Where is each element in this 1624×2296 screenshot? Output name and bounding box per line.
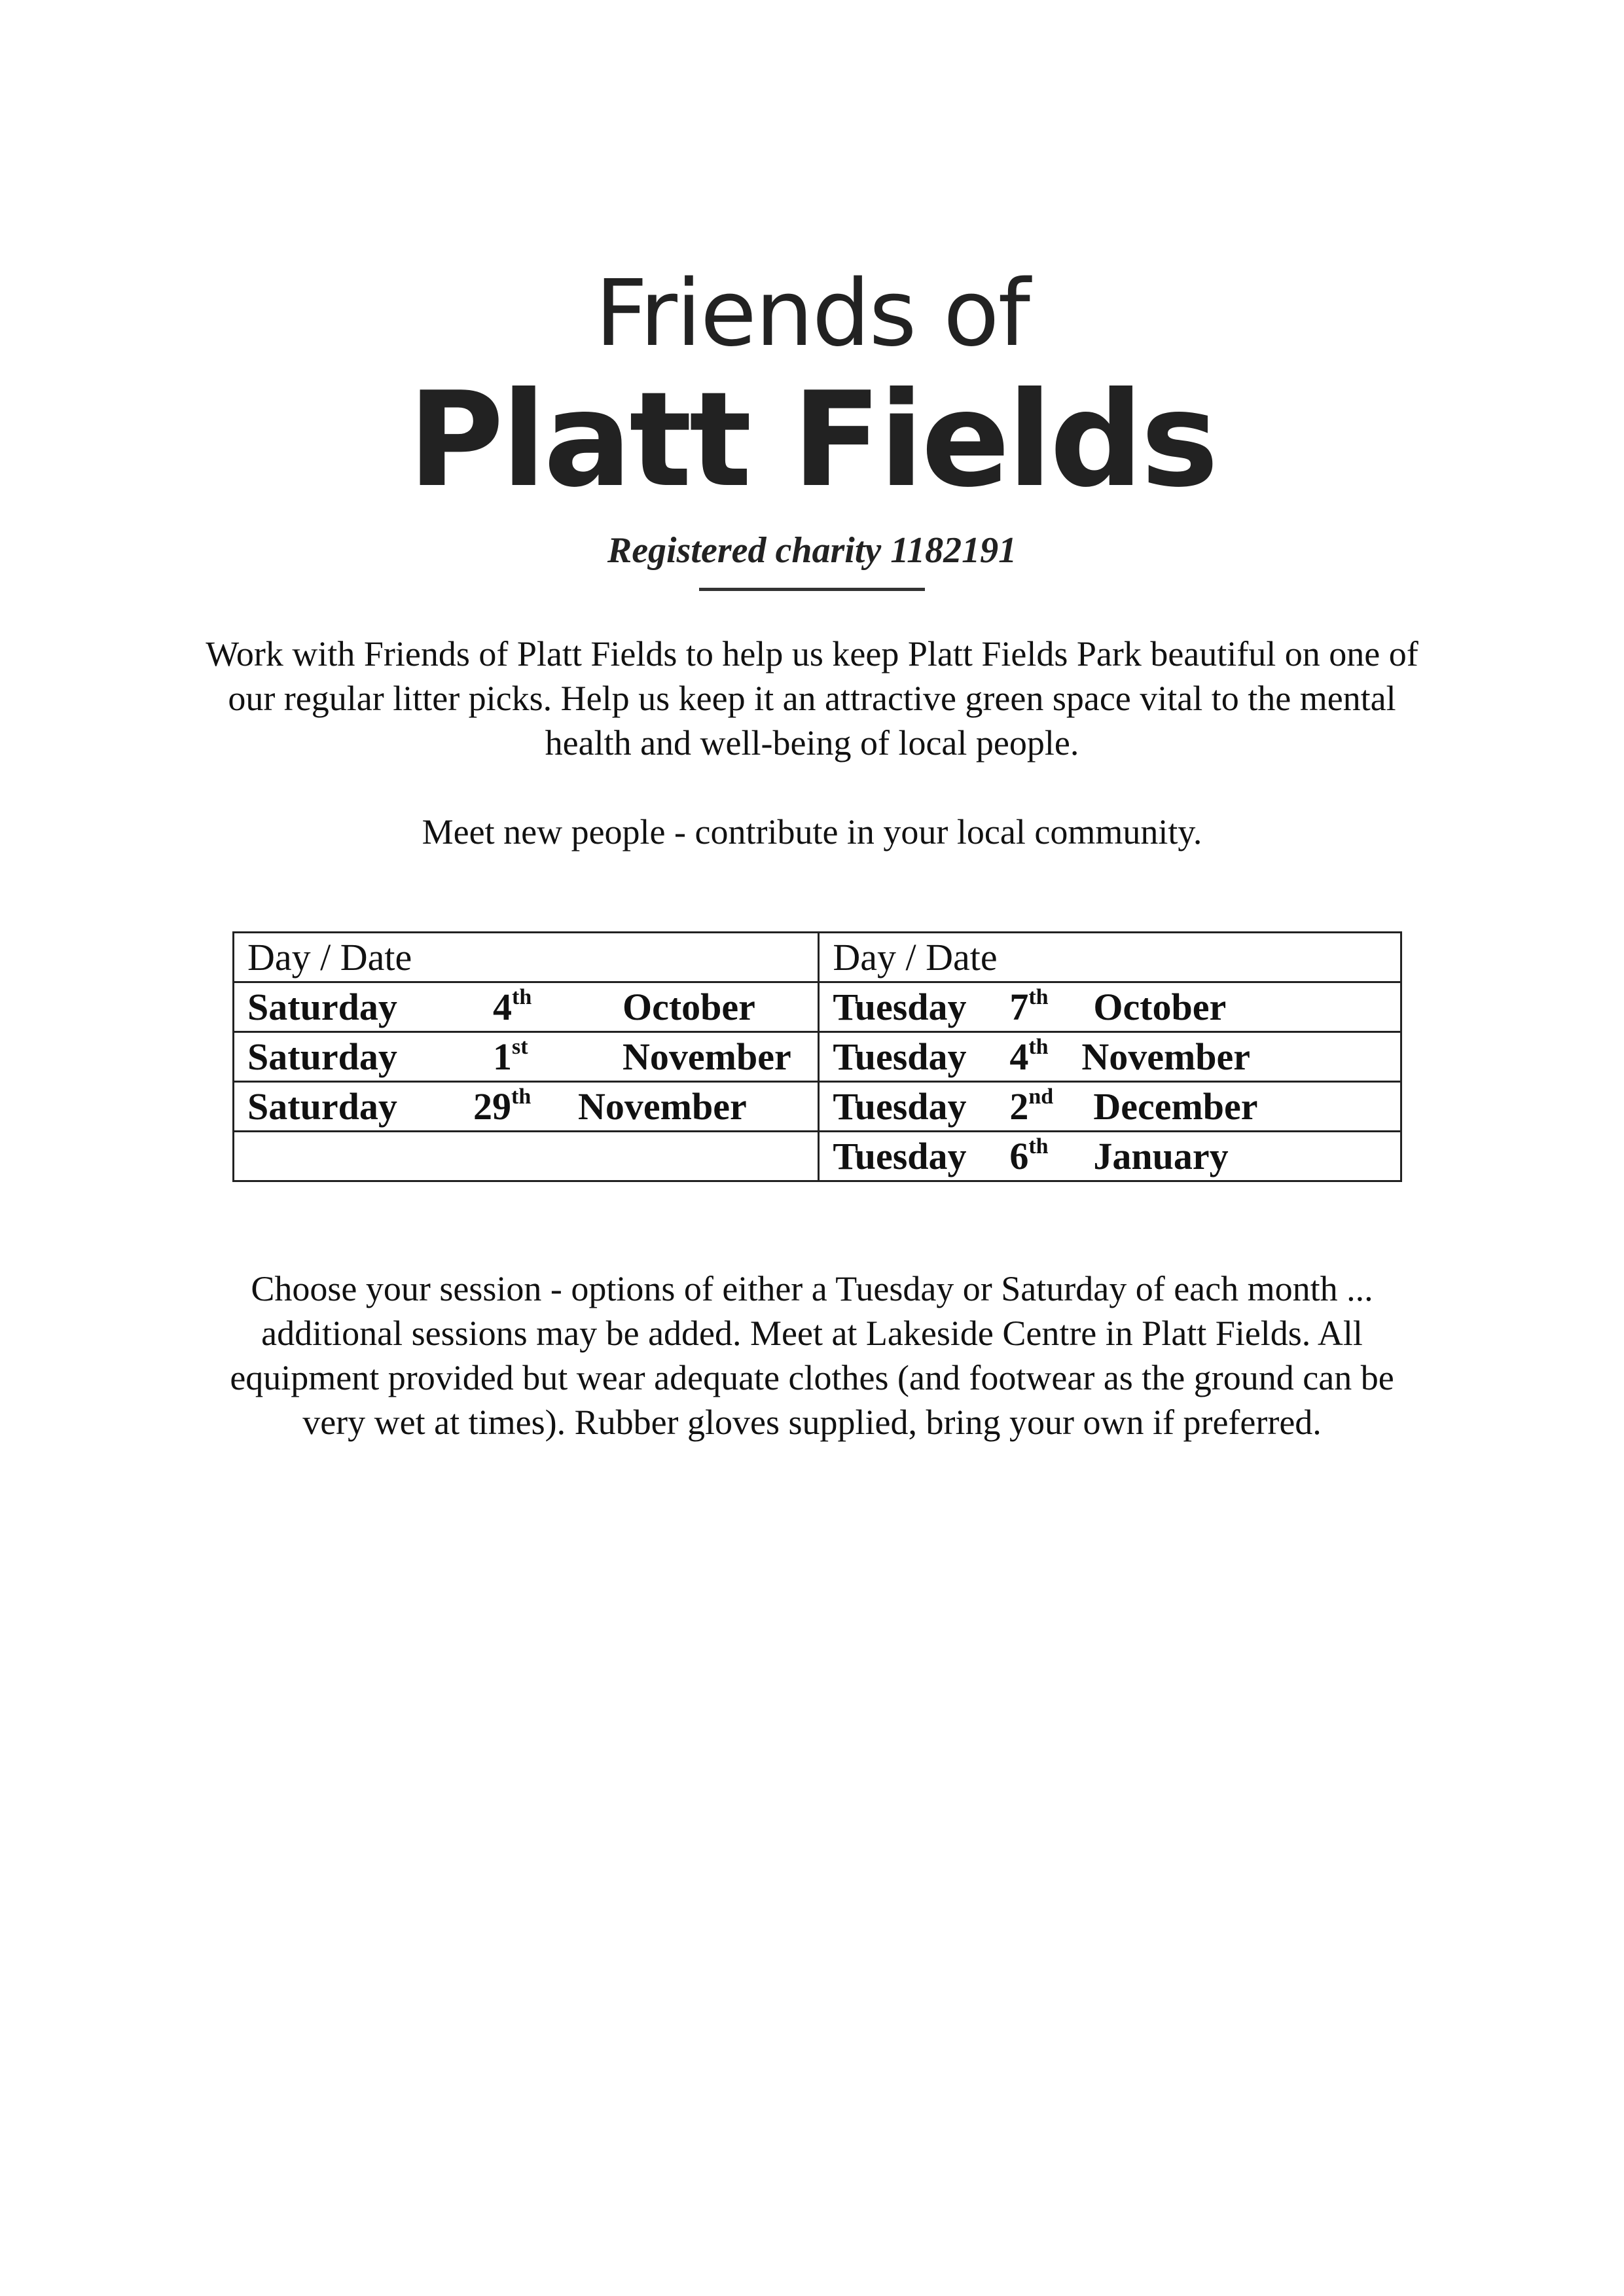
- tuesday-date-cell: [819, 982, 1401, 1032]
- saturday-date-cell: [234, 1032, 819, 1082]
- litter-pick-schedule-table: [232, 931, 1402, 1182]
- month-name: December: [1093, 1085, 1258, 1128]
- logo-platt-fields: Platt Fields: [408, 364, 1216, 516]
- day-number: 6th: [1009, 1134, 1049, 1177]
- header-cell-left: Day / Date: [234, 933, 819, 982]
- table-row: [234, 1082, 1401, 1132]
- month-name: October: [623, 986, 755, 1028]
- intro-paragraph: Work with Friends of Platt Fields to help us keep Platt Fields Park beautiful on one of our regular litter picks. Help us keep it an attractive green space vital to the mental health and well-being of local people.: [206, 634, 1418, 762]
- day-number: 29th: [473, 1085, 532, 1128]
- tuesday-date-cell: [819, 1082, 1401, 1132]
- day-name: Tuesday: [833, 1135, 967, 1177]
- saturday-date-cell: [234, 1082, 819, 1132]
- month-name: January: [1093, 1135, 1229, 1177]
- session-details-paragraph: Choose your session - options of either a Tuesday or Saturday of each month ... additional sessions may be added. Meet at Lakeside Centre in Platt Fields. All equipment provided but wear adequate clothes (and footwear as the ground can be very wet at times). Rubber gloves supplied, bring your own if preferred.: [230, 1269, 1394, 1442]
- charity-logo: [0, 262, 1624, 591]
- intro-tagline: Meet new people - contribute in your local community.: [422, 812, 1202, 852]
- month-name: November: [1081, 1035, 1251, 1078]
- tuesday-date-cell: [819, 1132, 1401, 1181]
- month-name: November: [578, 1085, 747, 1128]
- day-name: Tuesday: [833, 986, 967, 1028]
- day-name: Saturday: [247, 986, 397, 1028]
- day-name: Saturday: [247, 1035, 397, 1078]
- logo-divider: [699, 588, 925, 591]
- day-number: 4th: [493, 985, 532, 1028]
- table-row: [234, 1132, 1401, 1181]
- month-name: November: [623, 1035, 791, 1078]
- table-row: [234, 982, 1401, 1032]
- day-number: 7th: [1009, 985, 1049, 1028]
- day-number: 2nd: [1009, 1085, 1054, 1128]
- empty-date-cell: [234, 1132, 819, 1181]
- table-header-row: [234, 933, 1401, 982]
- day-number: 1st: [493, 1035, 528, 1078]
- logo-friends-of: Friends of: [595, 260, 1029, 367]
- day-number: 4th: [1009, 1035, 1049, 1078]
- logo-registered-charity: Registered charity 1182191: [607, 530, 1017, 571]
- table-row: [234, 1032, 1401, 1082]
- tuesday-date-cell: [819, 1032, 1401, 1082]
- month-name: October: [1093, 986, 1227, 1028]
- day-name: Tuesday: [833, 1085, 967, 1128]
- saturday-date-cell: [234, 982, 819, 1032]
- header-cell-right: Day / Date: [819, 933, 1401, 982]
- session-details: [223, 1266, 1401, 1444]
- day-name: Saturday: [247, 1085, 397, 1128]
- intro-text: [196, 632, 1428, 854]
- day-name: Tuesday: [833, 1035, 967, 1078]
